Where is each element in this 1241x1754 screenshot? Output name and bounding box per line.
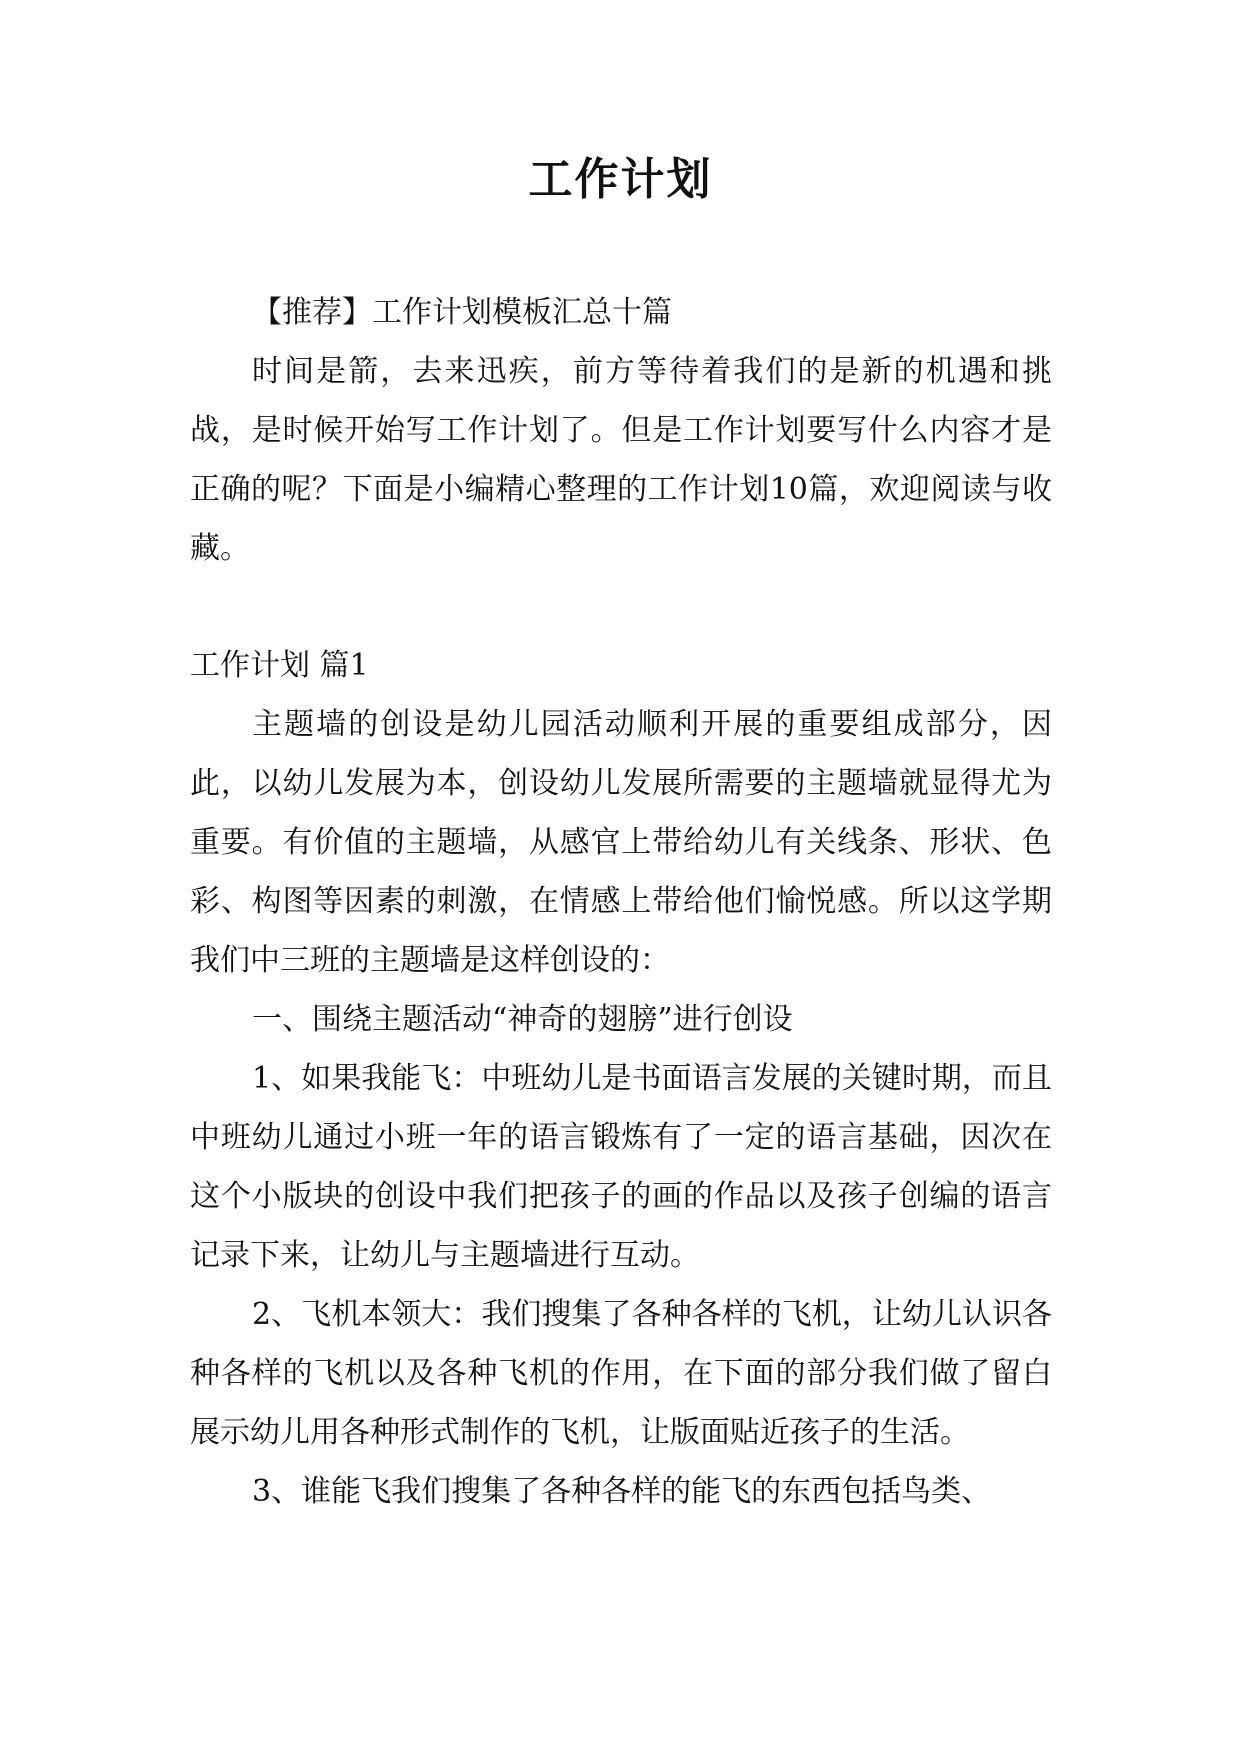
list-item: 1、如果我能飞：中班幼儿是书面语言发展的关键时期，而且中班幼儿通过小班一年的语言锻炼有了一定的语言基础，因次在这个小版块的创设中我们把孩子的画的作品以及孩子创编的语言记录下来，让幼儿与主题墙进行互动。 xyxy=(190,1061,1052,1273)
section-heading: 工作计划 篇1 xyxy=(190,648,369,683)
document-title: 工作计划 xyxy=(528,154,713,205)
list-item: 2、飞机本领大：我们搜集了各种各样的飞机，让幼儿认识各种各样的飞机以及各种飞机的作用，在下面的部分我们做了留白展示幼儿用各种形式制作的飞机，让版面贴近孩子的生活。 xyxy=(190,1297,1052,1450)
list-item: 3、谁能飞我们搜集了各种各样的能飞的东西包括鸟类、 xyxy=(252,1474,992,1509)
intro-heading: 【推荐】工作计划模板汇总十篇 xyxy=(252,295,672,330)
body-paragraph: 主题墙的创设是幼儿园活动顺利开展的重要组成部分，因此，以幼儿发展为本，创设幼儿发展所需要的主题墙就显得尤为重要。有价值的主题墙，从感官上带给幼儿有关线条、形状、色彩、构图等因素的刺激，在情感上带给他们愉悦感。所以这学期我们中三班的主题墙是这样创设的： xyxy=(190,707,1052,978)
document-body xyxy=(190,283,1052,1521)
intro-paragraph: 时间是箭，去来迅疾，前方等待着我们的是新的机遇和挑战，是时候开始写工作计划了。但是工作计划要写什么内容才是正确的呢？下面是小编精心整理的工作计划10篇，欢迎阅读与收藏。 xyxy=(190,354,1052,566)
sub-heading: 一、围绕主题活动“神奇的翅膀”进行创设 xyxy=(252,1002,793,1037)
